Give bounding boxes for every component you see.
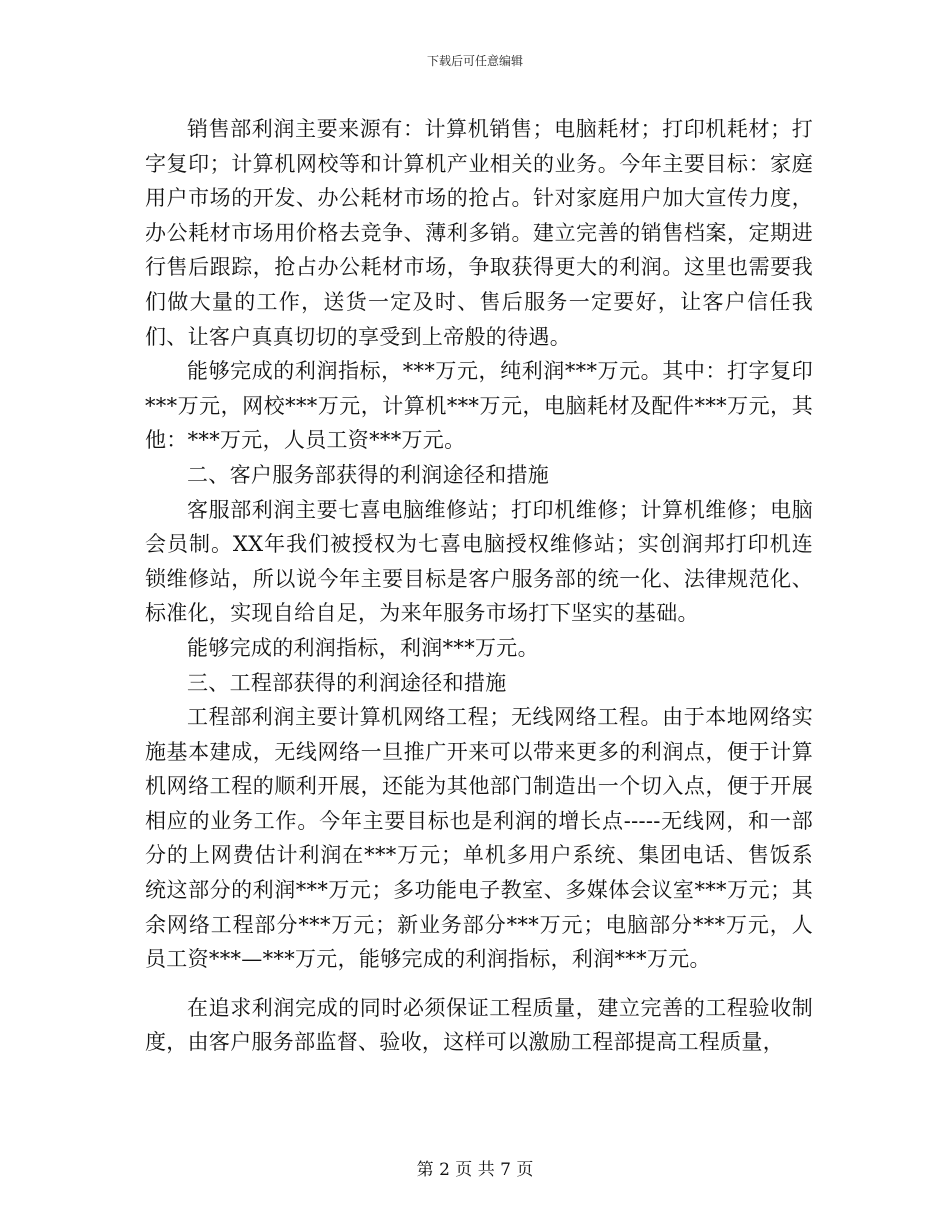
paragraph-sales-profit-sources: 销售部利润主要来源有：计算机销售；电脑耗材；打印机耗材；打字复印；计算机网校等和计算机产业相关的业务。今年主要目标：家庭用户市场的开发、办公耗材市场的抢占。针对家庭用户加大宣传力度，办公耗材市场用价格去竞争、薄利多销。建立完善的销售档案，定期进行售后跟踪，抢占办公耗材市场，争取获得更大的利润。这里也需要我们做大量的工作，送货一定及时、售后服务一定要好，让客户信任我们、让客户真真切切的享受到上帝般的待遇。	[145, 117, 813, 349]
paragraph-engineering-quality: 在追求利润完成的同时必须保证工程质量，建立完善的工程验收制度，由客户服务部监督、验收，这样可以激励工程部提高工程质量，	[145, 995, 813, 1055]
paragraph-customer-service-target: 能够完成的利润指标，利润***万元。	[187, 635, 539, 660]
document-body	[145, 112, 813, 1060]
section-heading-customer-service: 二、客户服务部获得的利润途径和措施	[187, 462, 550, 487]
section-heading-engineering: 三、工程部获得的利润途径和措施	[187, 670, 507, 695]
paragraph-sales-profit-targets: 能够完成的利润指标，***万元，纯利润***万元。其中：打字复印***万元，网校***万元，计算机***万元，电脑耗材及配件***万元，其他：***万元，人员工资***万元。	[145, 359, 813, 453]
paragraph-engineering-profit: 工程部利润主要计算机网络工程；无线网络工程。由于本地网络实施基本建成，无线网络一旦推广开来可以带来更多的利润点，便于计算机网络工程的顺利开展，还能为其他部门制造出一个切入点，便于开展相应的业务工作。今年主要目标也是利润的增长点-----无线网，和一部分的上网费估计利润在***万元；单机多用户系统、集团电话、售饭系统这部分的利润***万元；多功能电子教室、多媒体会议室***万元；其余网络工程部分***万元；新业务部分***万元；电脑部分***万元，人员工资***—***万元，能够完成的利润指标，利润***万元。	[145, 705, 813, 972]
page-number: 第 2 页 共 7 页	[416, 1160, 534, 1180]
page-header: 下载后可任意编辑	[426, 54, 523, 68]
paragraph-customer-service-profit: 客服部利润主要七喜电脑维修站；打印机维修；计算机维修；电脑会员制。XX年我们被授权为七喜电脑授权维修站；实创润邦打印机连锁维修站，所以说今年主要目标是客户服务部的统一化、法律规范化、标准化，实现自给自足，为来年服务市场打下坚实的基础。	[145, 497, 813, 626]
